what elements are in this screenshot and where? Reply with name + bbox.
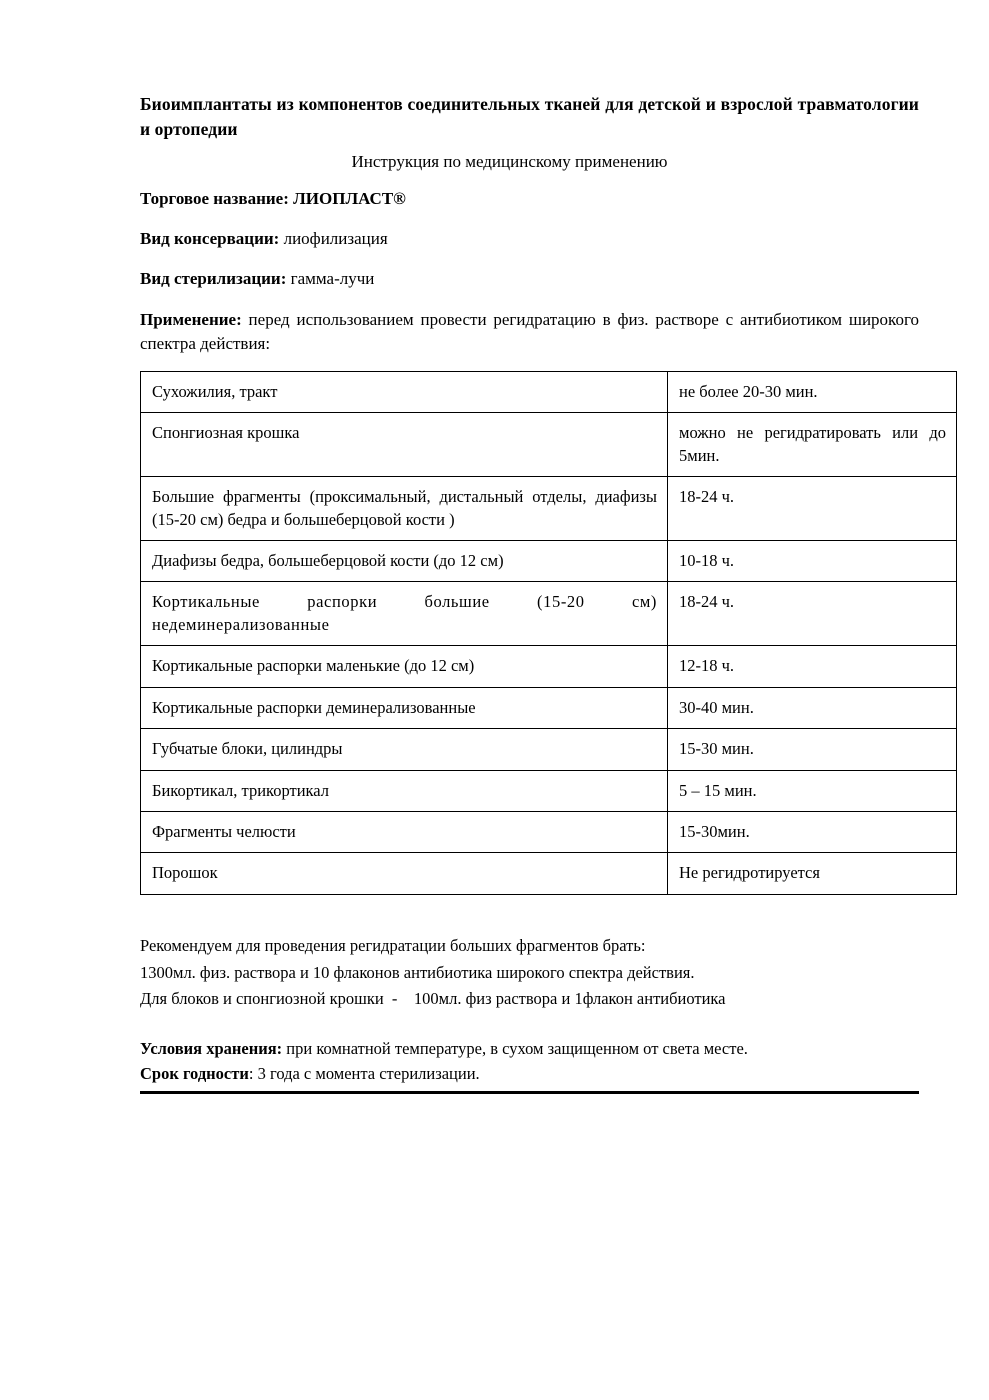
field-trade-name-value: ЛИОПЛАСТ® <box>288 188 406 208</box>
table-cell-time: не более 20-30 мин. <box>668 371 957 412</box>
storage-conditions <box>140 1037 919 1087</box>
note-line: Рекомендуем для проведения регидратации больших фрагментов брать: <box>140 935 646 955</box>
field-sterilization-value: гамма-лучи <box>286 268 375 288</box>
field-usage-text: перед использованием провести регидратацию в физ. растворе с антибиотиком широкого спектра действия: <box>140 309 919 354</box>
table-cell-time: 15-30 мин. <box>668 729 957 770</box>
field-usage-label: Применение: <box>140 309 242 329</box>
field-trade-name <box>140 188 919 211</box>
recommendation-notes <box>140 933 919 1013</box>
table-cell-time: Не регидротируется <box>668 853 957 894</box>
table-cell-name: Порошок <box>141 853 668 894</box>
table-cell-name: Кортикальные распорки деминерализованные <box>141 687 668 728</box>
table-row <box>141 687 957 728</box>
table-cell-name: Диафизы бедра, большеберцовой кости (до 12 см) <box>141 540 668 581</box>
table-row <box>141 646 957 687</box>
table-row <box>141 413 957 477</box>
field-preservation-label: Вид консервации: <box>140 228 280 248</box>
page-title: Биоимплантаты из компонентов соединительных тканей для детской и взрослой травматологии и ортопедии <box>140 94 919 139</box>
table-cell-name: Сухожилия, тракт <box>141 371 668 412</box>
shelf-life-label: Срок годности <box>140 1063 249 1083</box>
note-line: 1300мл. физ. раствора и 10 флаконов антибиотика широкого спектра действия. <box>140 962 695 982</box>
field-preservation-value: лиофилизация <box>279 228 388 248</box>
field-usage <box>140 308 919 357</box>
table-cell-name: Кортикальные распорки маленькие (до 12 см) <box>141 646 668 687</box>
table-cell-time: 12-18 ч. <box>668 646 957 687</box>
field-trade-name-label: Торговое название: <box>140 188 289 208</box>
table-cell-name: Бикортикал, трикортикал <box>141 770 668 811</box>
shelf-life-line <box>140 1062 919 1087</box>
table-cell-name: Кортикальные распорки большие (15-20 см) недеминерализованные <box>141 582 668 646</box>
table-cell-time: 15-30мин. <box>668 812 957 853</box>
storage-label: Условия хранения: <box>140 1039 283 1059</box>
table-row <box>141 770 957 811</box>
storage-text: при комнатной температуре, в сухом защищенном от света месте. <box>282 1039 748 1059</box>
table-cell-time: 5 – 15 мин. <box>668 770 957 811</box>
rehydration-table <box>140 371 957 895</box>
table-row <box>141 853 957 894</box>
storage-line <box>140 1037 919 1062</box>
table-cell-time: 18-24 ч. <box>668 582 957 646</box>
field-sterilization-label: Вид стерилизации: <box>140 268 287 288</box>
table-row <box>141 812 957 853</box>
field-sterilization <box>140 268 919 291</box>
table-cell-name: Губчатые блоки, цилиндры <box>141 729 668 770</box>
table-cell-name: Большие фрагменты (проксимальный, дистальный отделы, диафизы (15-20 см) бедра и большеберцовой кости ) <box>141 477 668 541</box>
document-subtitle: Инструкция по медицинскому применению <box>351 151 668 171</box>
table-row <box>141 582 957 646</box>
table-cell-time: 18-24 ч. <box>668 477 957 541</box>
table-cell-time: 30-40 мин. <box>668 687 957 728</box>
table-cell-time: 10-18 ч. <box>668 540 957 581</box>
table-row <box>141 371 957 412</box>
note-line: Для блоков и спонгиозной крошки - 100мл. физ раствора и 1флакон антибиотика <box>140 989 726 1009</box>
table-row <box>141 729 957 770</box>
table-row <box>141 540 957 581</box>
table-cell-name: Фрагменты челюсти <box>141 812 668 853</box>
field-preservation <box>140 228 919 251</box>
table-cell-time: можно не регидратировать или до 5мин. <box>668 413 957 477</box>
bottom-divider <box>140 1091 919 1094</box>
table-cell-name: Спонгиозная крошка <box>141 413 668 477</box>
table-row <box>141 477 957 541</box>
shelf-life-text: : 3 года с момента стерилизации. <box>248 1063 480 1083</box>
